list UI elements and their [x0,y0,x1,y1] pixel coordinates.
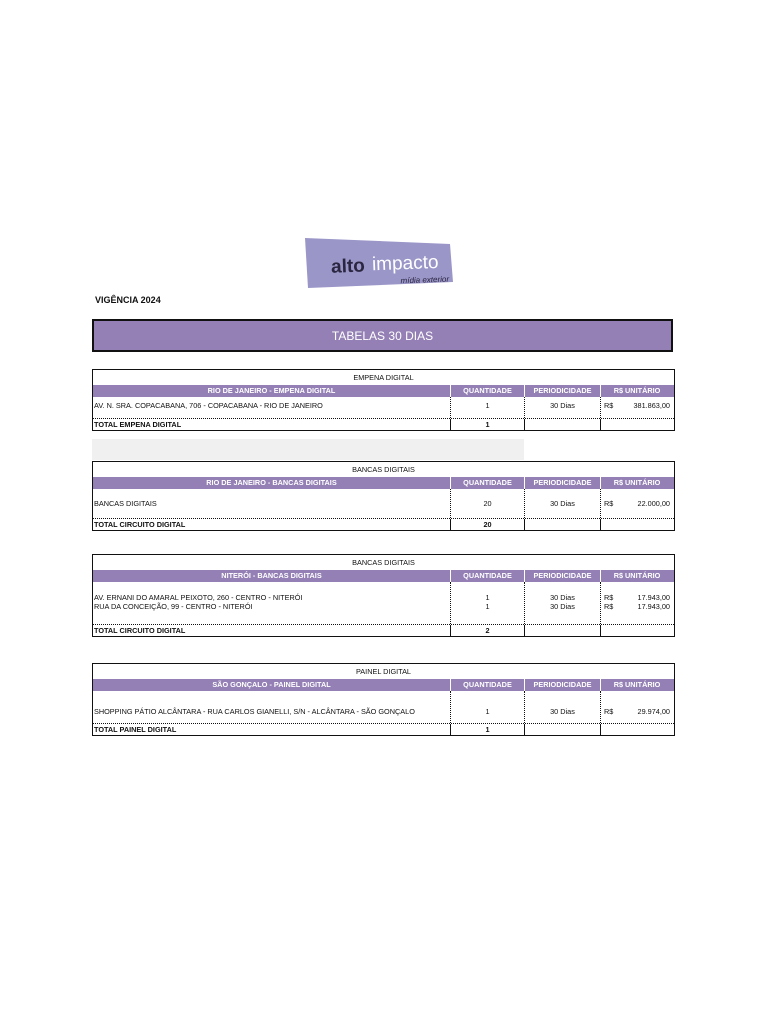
total-price [600,419,673,430]
table-body [93,691,674,723]
price-amount: 22.000,00 [637,499,670,508]
price-value [601,499,673,508]
header-periodicidade: PERIODICIDADE [524,570,600,582]
price-table [92,369,675,431]
location-cell [93,582,450,624]
header-location: SÃO GONÇALO - PAINEL DIGITAL [212,680,331,689]
period-value: 30 Dias [550,707,575,716]
price-table [92,554,675,637]
total-quantity: 2 [450,625,524,636]
period-value: 30 Dias [550,401,575,410]
price-amount: 17.943,00 [637,602,670,611]
currency-symbol: R$ [604,707,614,716]
period-cell [524,397,600,418]
table-body [93,582,674,624]
header-unitario: R$ UNITÁRIO [600,570,673,582]
price-table [92,663,675,736]
page-title: TABELAS 30 DIAS [92,319,673,352]
total-label: TOTAL PAINEL DIGITAL [94,725,177,734]
period-value: 30 Dias [550,499,575,508]
period-cell [524,489,600,518]
period-value: 30 Dias [550,593,575,602]
logo-tagline: mídia exterior [400,274,450,286]
price-table [92,461,675,531]
table-header-row [93,477,674,489]
period-cell [524,582,600,624]
logo-text-alto: alto [330,255,366,278]
total-quantity: 20 [450,519,524,530]
alto-impacto-logo [305,238,455,290]
location-text: AV. ERNANI DO AMARAL PEIXOTO, 260 - CENTRO - NITERÓI [94,593,303,602]
location-cell [93,691,450,723]
header-unitario: R$ UNITÁRIO [600,385,673,397]
price-amount: 17.943,00 [637,593,670,602]
total-period [524,519,600,530]
table-body [93,397,674,418]
table-total-row [93,624,674,636]
total-label: TOTAL CIRCUITO DIGITAL [94,626,186,635]
table-section-title: BANCAS DIGITAIS [352,558,415,567]
total-price [600,625,673,636]
total-quantity: 1 [450,419,524,430]
price-cell [600,691,673,723]
total-period [524,625,600,636]
table-section-title: BANCAS DIGITAIS [352,465,415,474]
location-cell [93,489,450,518]
period-value: 30 Dias [550,602,575,611]
header-location: NITERÓI - BANCAS DIGITAIS [221,571,322,580]
total-period [524,724,600,735]
table-header-row [93,570,674,582]
currency-symbol: R$ [604,401,614,410]
total-price [600,519,673,530]
table-body [93,489,674,518]
total-price [600,724,673,735]
quantity-value: 1 [485,602,490,611]
location-text: SHOPPING PÁTIO ALCÂNTARA - RUA CARLOS GIANELLI, S/N - ALCÂNTARA - SÃO GONÇALO [94,707,415,716]
logo-text-impacto: impacto [371,251,439,276]
header-quantidade: QUANTIDADE [450,477,524,489]
currency-symbol: R$ [604,499,614,508]
quantity-value: 1 [485,593,490,602]
price-cell [600,397,673,418]
price-cell [600,489,673,518]
price-amount: 381.863,00 [633,401,670,410]
header-quantidade: QUANTIDADE [450,385,524,397]
total-period [524,419,600,430]
total-label: TOTAL CIRCUITO DIGITAL [94,520,186,529]
quantity-value: 1 [485,401,490,410]
header-periodicidade: PERIODICIDADE [524,385,600,397]
location-text: RUA DA CONCEIÇÃO, 99 - CENTRO - NITERÓI [94,602,253,611]
price-value [601,602,673,611]
table-header-row [93,679,674,691]
price-value [601,401,673,410]
total-label: TOTAL EMPENA DIGITAL [94,420,182,429]
quantity-value: 20 [483,499,492,508]
header-location: RIO DE JANEIRO - BANCAS DIGITAIS [206,478,337,487]
price-value [601,707,673,716]
header-unitario: R$ UNITÁRIO [600,679,673,691]
table-total-row [93,518,674,530]
price-value [601,593,673,602]
location-text: AV. N. SRA. COPACABANA, 706 - COPACABANA - RIO DE JANEIRO [94,401,323,410]
table-header-row [93,385,674,397]
table-section-title: EMPENA DIGITAL [353,373,414,382]
location-cell [93,397,450,418]
quantity-cell [450,582,524,624]
total-quantity: 1 [450,724,524,735]
header-unitario: R$ UNITÁRIO [600,477,673,489]
quantity-cell [450,397,524,418]
price-amount: 29.974,00 [637,707,670,716]
header-quantidade: QUANTIDADE [450,570,524,582]
table-section-title: PAINEL DIGITAL [355,667,411,676]
currency-symbol: R$ [604,602,614,611]
location-text: BANCAS DIGITAIS [94,499,157,508]
vigencia-label: VIGÊNCIA 2024 [95,295,161,305]
header-location: RIO DE JANEIRO - EMPENA DIGITAL [207,386,336,395]
table-total-row [93,418,674,430]
period-cell [524,691,600,723]
table-total-row [93,723,674,735]
currency-symbol: R$ [604,593,614,602]
quantity-value: 1 [485,707,490,716]
price-cell [600,582,673,624]
quantity-cell [450,489,524,518]
header-periodicidade: PERIODICIDADE [524,679,600,691]
quantity-cell [450,691,524,723]
header-quantidade: QUANTIDADE [450,679,524,691]
grey-strip [92,439,524,460]
header-periodicidade: PERIODICIDADE [524,477,600,489]
